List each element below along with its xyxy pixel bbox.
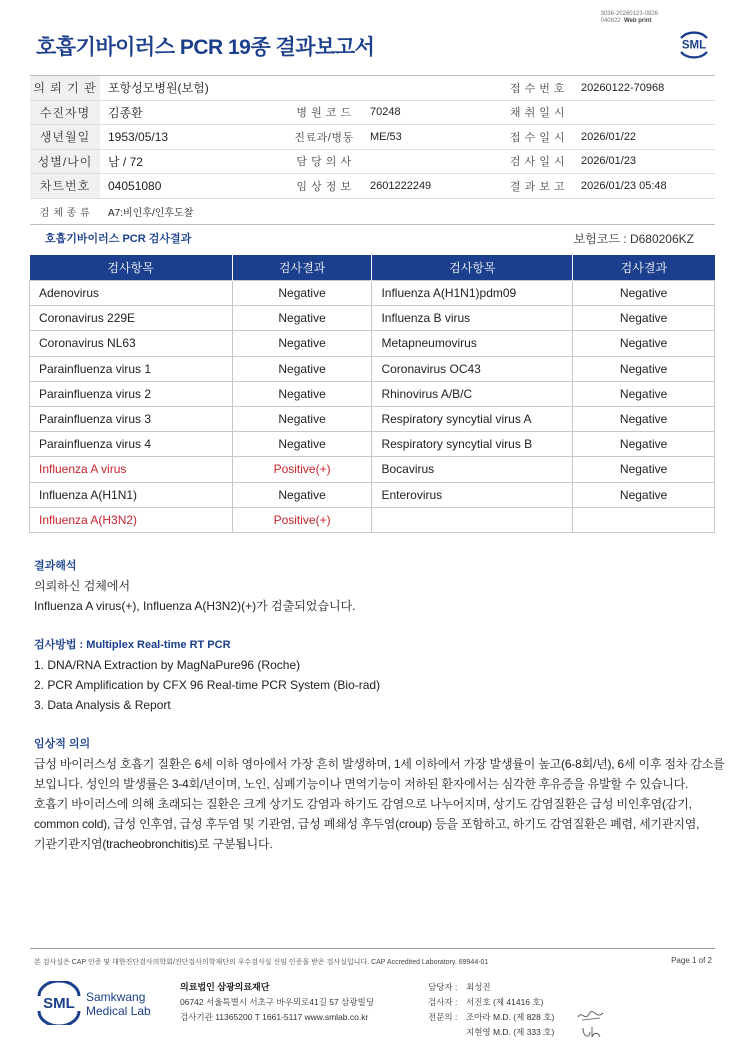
test-name: Coronavirus NL63 — [30, 331, 233, 356]
footer-sml-logo — [36, 981, 156, 1025]
test-result: Negative — [573, 381, 715, 406]
info-value: 김종환 — [100, 100, 286, 125]
clinical-section — [34, 735, 724, 854]
test-result: Positive(+) — [232, 507, 372, 532]
report-title: 호흡기바이러스 PCR 19종 결과보고서 — [36, 36, 375, 59]
header-test-result: 검사결과 — [573, 255, 715, 281]
print-mode: 040822 Web print — [600, 18, 652, 24]
info-label: 담 당 의 사 — [286, 149, 362, 174]
footer-logo-name2: Medical Lab — [86, 1004, 151, 1018]
test-result: Negative — [232, 381, 372, 406]
test-result: Negative — [573, 306, 715, 331]
test-result: Negative — [573, 482, 715, 507]
test-name: Parainfluenza virus 2 — [30, 381, 233, 406]
header-test-item: 검사항목 — [30, 255, 233, 281]
clinical-line: 기관기관지염(tracheobronchitis)로 구분됩니다. — [34, 837, 273, 851]
info-label: 채 취 일 시 — [502, 100, 573, 125]
footer-logo-mark: SML — [43, 995, 75, 1012]
corp-info — [180, 980, 374, 1025]
header-test-item: 검사항목 — [372, 255, 573, 281]
test-name: Parainfluenza virus 1 — [30, 356, 233, 381]
clinical-line: 급성 바이러스성 호흡기 질환은 6세 이하 영아에서 가장 흔히 발생하며, 1세 이하에서 가장 발생률이 높고(6-8회/년), 6세 이후 점차 감소를 — [34, 757, 725, 771]
test-result: Negative — [232, 432, 372, 457]
info-label: 결 과 보 고 — [502, 174, 573, 199]
info-label: 진료과/병동 — [286, 125, 362, 150]
test-name — [372, 507, 573, 532]
clinical-line: common cold), 급성 인후염, 급성 후두염 및 기관염, 급성 폐쇄성 후두염(croup) 등을 포함하고, 하기도 감염질환은 폐렴, 세기관지염, — [34, 817, 700, 831]
footer-logo — [36, 981, 156, 1030]
staff-role: 전문의 : — [428, 1012, 458, 1022]
info-label: 성별/나이 — [30, 149, 100, 174]
interpretation-line: Influenza A virus(+), Influenza A(H3N2)(+)가 검출되었습니다. — [34, 599, 356, 613]
interpretation-section — [34, 557, 356, 616]
staff-role: 담당자 : — [428, 982, 458, 992]
test-name: Influenza A(H3N2) — [30, 507, 233, 532]
staff-name: 조아라 M.D. (제 828 호) — [466, 1012, 555, 1022]
info-value: 2601222249 — [362, 174, 502, 199]
test-result: Negative — [573, 331, 715, 356]
test-name: Parainfluenza virus 3 — [30, 406, 233, 431]
info-value — [362, 76, 502, 101]
staff-name: 지현영 M.D. (제 333 호) — [466, 1027, 555, 1037]
result-row — [30, 457, 715, 482]
test-name: Coronavirus OC43 — [372, 356, 573, 381]
header-test-result: 검사결과 — [232, 255, 372, 281]
sml-logo-text: SML — [681, 39, 707, 52]
footer-logo-name1: Samkwang — [86, 990, 146, 1004]
corp-address: 06742 서울특별시 서초구 바우뫼로41길 57 삼광빌딩 — [180, 997, 374, 1007]
info-value: 2026/01/23 05:48 — [573, 174, 715, 199]
staff-row — [428, 1025, 554, 1040]
info-label: 생년월일 — [30, 125, 100, 150]
interpretation-title: 결과해석 — [34, 560, 77, 572]
test-result: Positive(+) — [232, 457, 372, 482]
specimen-value: A7:비인후/인후도찰 — [100, 198, 715, 224]
signature-image — [576, 1008, 606, 1024]
info-row — [30, 76, 715, 101]
info-label: 임 상 정 보 — [286, 174, 362, 199]
results-header-row — [30, 255, 715, 281]
test-name: Coronavirus 229E — [30, 306, 233, 331]
test-name: Bocavirus — [372, 457, 573, 482]
info-label: 수진자명 — [30, 100, 100, 125]
info-value: 70248 — [362, 100, 502, 125]
footer-divider — [30, 948, 715, 949]
result-row — [30, 507, 715, 532]
info-label: 접 수 일 시 — [502, 125, 573, 150]
info-row — [30, 149, 715, 174]
specimen-label: 검 체 종 류 — [30, 198, 100, 224]
method-step: 3. Data Analysis & Report — [34, 698, 171, 712]
clinical-line: 호흡기 바이러스에 의해 초래되는 질환은 크게 상기도 감염과 하기도 감염으로 나누어지며, 상기도 감염질환은 급성 비인후염(감기, — [34, 797, 692, 811]
result-row — [30, 482, 715, 507]
info-label: 검 사 일 시 — [502, 149, 573, 174]
test-name: Influenza A(H1N1)pdm09 — [372, 281, 573, 306]
result-row — [30, 356, 715, 381]
test-name: Adenovirus — [30, 281, 233, 306]
print-meta — [601, 11, 658, 25]
results-section-title: 호흡기바이러스 PCR 검사결과 — [45, 233, 192, 245]
test-name: Rhinovirus A/B/C — [372, 381, 573, 406]
result-row — [30, 281, 715, 306]
sml-logo — [676, 26, 712, 62]
info-value: 04051080 — [100, 174, 286, 199]
test-name: Influenza A virus — [30, 457, 233, 482]
info-value: 2026/01/22 — [573, 125, 715, 150]
test-result: Negative — [232, 482, 372, 507]
test-result — [573, 507, 715, 532]
method-step: 2. PCR Amplification by CFX 96 Real-time PCR System (Bio-rad) — [34, 678, 381, 692]
corp-name: 의료법인 삼광의료재단 — [180, 982, 270, 992]
info-value: 포항성모병원(보험) — [100, 76, 286, 101]
test-result: Negative — [232, 331, 372, 356]
info-row — [30, 174, 715, 199]
result-row — [30, 331, 715, 356]
results-table — [29, 255, 715, 533]
print-id: 3036-20260123-0826 — [600, 11, 658, 17]
info-value: 1953/05/13 — [100, 125, 286, 150]
result-row — [30, 432, 715, 457]
test-name: Metapneumovirus — [372, 331, 573, 356]
staff-row — [428, 1010, 554, 1025]
staff-list — [428, 980, 554, 1040]
staff-name: 최성진 — [466, 982, 491, 992]
test-result: Negative — [232, 281, 372, 306]
interpretation-line: 의뢰하신 검체에서 — [34, 579, 131, 593]
info-label: 병 원 코 드 — [286, 100, 362, 125]
test-name: Parainfluenza virus 4 — [30, 432, 233, 457]
method-step: 1. DNA/RNA Extraction by MagNaPure96 (Roche) — [34, 658, 301, 672]
info-value: 남 / 72 — [100, 149, 286, 174]
test-result: Negative — [573, 432, 715, 457]
patient-info-table — [30, 75, 715, 225]
staff-row — [428, 980, 554, 995]
test-name: Respiratory syncytial virus B — [372, 432, 573, 457]
test-name: Respiratory syncytial virus A — [372, 406, 573, 431]
signature-image — [580, 1024, 604, 1040]
corp-contact: 검사기관 11365200 T 1661-5117 www.smlab.co.kr — [180, 1012, 369, 1022]
info-label: 차트번호 — [30, 174, 100, 199]
accreditation-note: 본 검사실은 CAP 인증 및 대한진단검사의학회/진단검사의학재단의 우수검사실 신임 인증을 받은 검사실입니다. CAP Accredited Laboratory. 69944-01 — [34, 959, 489, 966]
info-value — [573, 100, 715, 125]
test-result: Negative — [232, 356, 372, 381]
info-label: 의 뢰 기 관 — [30, 76, 100, 101]
test-result: Negative — [573, 406, 715, 431]
specimen-row — [30, 198, 715, 224]
test-name: Enterovirus — [372, 482, 573, 507]
test-result: Negative — [573, 356, 715, 381]
result-row — [30, 406, 715, 431]
method-section — [34, 636, 380, 715]
clinical-title: 임상적 의의 — [34, 738, 91, 750]
method-title: 검사방법 : Multiplex Real-time RT PCR — [34, 639, 231, 651]
result-row — [30, 381, 715, 406]
test-result: Negative — [573, 457, 715, 482]
result-row — [30, 306, 715, 331]
info-value: 2026/01/23 — [573, 149, 715, 174]
info-row — [30, 125, 715, 150]
info-value: 20260122-70968 — [573, 76, 715, 101]
test-result: Negative — [232, 306, 372, 331]
staff-row — [428, 995, 554, 1010]
info-label — [286, 76, 362, 101]
staff-role: 검사자 : — [428, 997, 458, 1007]
staff-name: 서진호 (제 41416 호) — [466, 997, 544, 1007]
info-label: 접 수 번 호 — [502, 76, 573, 101]
info-value: ME/53 — [362, 125, 502, 150]
test-result: Negative — [232, 406, 372, 431]
info-row — [30, 100, 715, 125]
info-value — [362, 149, 502, 174]
clinical-line: 보입니다. 성인의 발생률은 3-4회/년이며, 노인, 심폐기능이나 면역기능이 저하된 환자에서는 심각한 후유증을 유발할 수 있습니다. — [34, 777, 689, 791]
test-result: Negative — [573, 281, 715, 306]
test-name: Influenza B virus — [372, 306, 573, 331]
test-name: Influenza A(H1N1) — [30, 482, 233, 507]
insurance-code: 보험코드 : D680206KZ — [573, 232, 694, 246]
page-number: Page 1 of 2 — [671, 956, 712, 965]
